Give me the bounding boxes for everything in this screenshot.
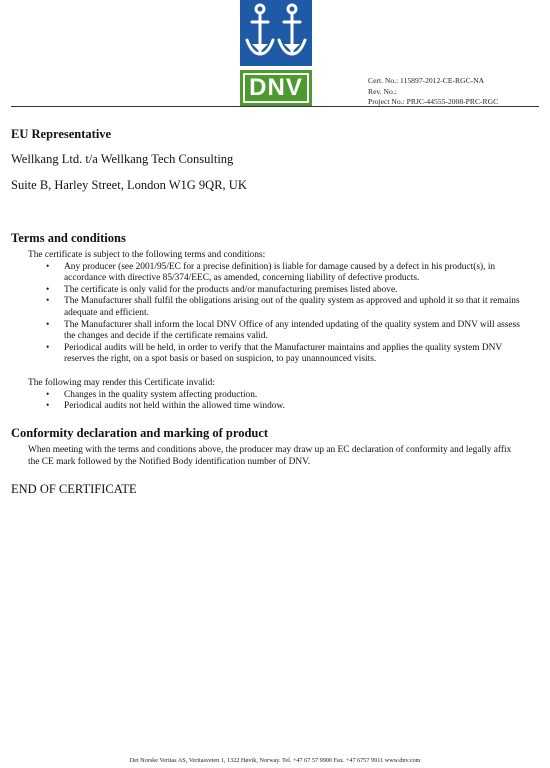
- terms-list: [28, 262, 533, 366]
- page-footer: Det Norske Veritas AS, Veritasveien 1, 1322 Høvik, Norway. Tel. +47 67 57 9900 Fax. +47 6757 9911 www.dnv.com: [129, 757, 421, 764]
- list-item: • Periodical audits will be held, in order to verify that the Manufacturer maintains and applies the quality system DNV reserves the right, on a spot basis or based on suspicion, to pay unannounced visits.: [46, 342, 502, 365]
- dnv-anchor-logo: [240, 0, 312, 66]
- eu-rep-name: Wellkang Ltd. t/a Wellkang Tech Consulting: [11, 152, 234, 166]
- dnv-logo-text: DNV: [243, 73, 309, 103]
- certificate-info: [368, 76, 498, 108]
- conformity-text: When meeting with the terms and conditions above, the producer may draw up an EC declaration of conformity and legally affix the CE mark followed by the Notified Body identification number of DNV.: [28, 445, 512, 467]
- eu-rep-heading: EU Representative: [11, 127, 112, 141]
- invalid-list: [28, 390, 533, 413]
- invalid-intro: The following may render this Certificate invalid:: [28, 378, 215, 388]
- eu-rep-address: Suite B, Harley Street, London W1G 9QR, UK: [11, 178, 247, 192]
- list-item: • Changes in the quality system affecting production.: [46, 389, 258, 400]
- cert-number: Cert. No.: 115897-2012-CE-RGC-NA: [368, 76, 485, 85]
- terms-heading: Terms and conditions: [11, 231, 126, 245]
- dnv-wordmark: [240, 70, 312, 106]
- terms-intro: The certificate is subject to the following terms and conditions:: [28, 250, 266, 260]
- list-item: • The Manufacturer shall inform the local DNV Office of any intended updating of the quality system and DNV will assess the changes and decide if the certificate remains valid.: [46, 319, 520, 342]
- end-of-certificate: END OF CERTIFICATE: [11, 482, 137, 496]
- rev-number: Rev. No.:: [368, 86, 397, 96]
- conformity-heading: Conformity declaration and marking of product: [11, 426, 269, 440]
- header-divider: [11, 106, 539, 107]
- invalid-section: [28, 378, 533, 413]
- list-item: • The certificate is only valid for the products and/or manufacturing premises listed above.: [46, 284, 398, 295]
- list-item: • Periodical audits not held within the allowed time window.: [46, 401, 285, 412]
- project-number: Project No.: PRJC-44555-2008-PRC-RGC: [368, 97, 499, 106]
- list-item: • Any producer (see 2001/95/EC for a precise definition) is liable for damage caused by a defect in his product(s), in accordance with directive 85/374/EEC, as amended, concerning liability of defective products.: [46, 261, 496, 284]
- list-item: • The Manufacturer shall fulfil the obligations arising out of the quality system as approved and uphold it so that it remains adequate and efficient.: [46, 296, 520, 318]
- terms-section: [28, 250, 533, 366]
- anchor-icon: [240, 0, 312, 66]
